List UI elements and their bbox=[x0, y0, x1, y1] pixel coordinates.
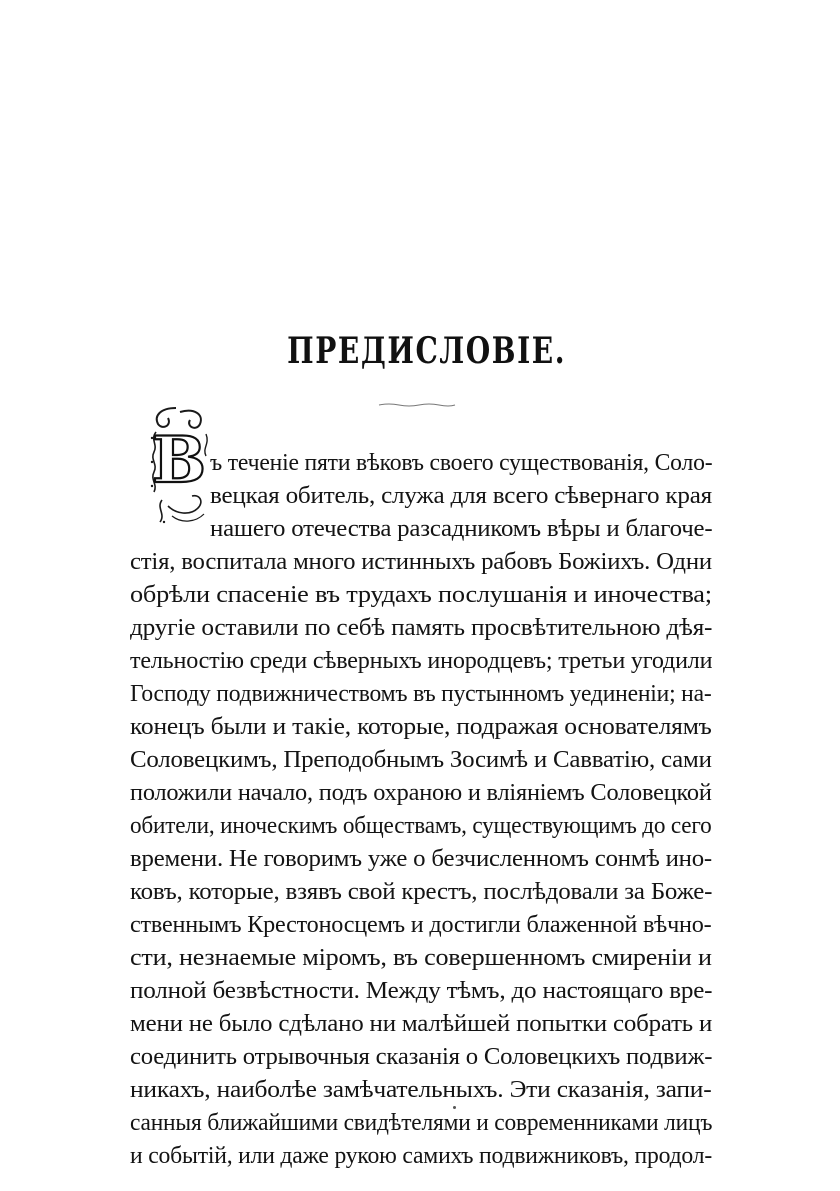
text-line: и событій, или даже рукою самихъ подвижниковъ, продол- bbox=[130, 1143, 713, 1169]
text-line: времени. Не говоримъ уже о безчисленномъ сонмѣ ино- bbox=[130, 846, 712, 872]
text-line: вецкая обитель, служа для всего сѣвернаго края bbox=[210, 483, 713, 509]
text-line: положили начало, подъ охраною и вліяніемъ Соловецкой bbox=[130, 780, 712, 806]
text-line: Соловецкимъ, Преподобнымъ Зосимѣ и Савватію, сами bbox=[130, 747, 712, 773]
text-line: мени не было сдѣлано ни малѣйшей попытки собрать и bbox=[130, 1011, 713, 1037]
text-line: полной безвѣстности. Между тѣмъ, до настоящаго вре- bbox=[130, 978, 713, 1004]
title-ornament-rule bbox=[377, 402, 457, 408]
ornamental-drop-cap bbox=[146, 404, 210, 526]
text-line: конецъ были и такіе, которые, подражая основателямъ bbox=[130, 714, 712, 740]
text-line: никахъ, наиболѣе замѣчательныхъ. Эти сказанія, запи- bbox=[130, 1077, 712, 1103]
text-line: санныя ближайшими свидѣтелями и современниками лицъ bbox=[130, 1110, 713, 1136]
text-line: ъ теченіе пяти вѣковъ своего существованія, Соло- bbox=[210, 450, 713, 476]
text-line: обрѣли спасеніе въ трудахъ послушанія и иночества; bbox=[130, 582, 712, 608]
text-line: стія, воспитала много истинныхъ рабовъ Божіихъ. Одни bbox=[130, 549, 712, 575]
text-line: ковъ, которые, взявъ свой крестъ, послѣдовали за Боже- bbox=[130, 879, 713, 905]
text-line: сти, незнаемые міромъ, въ совершенномъ смиреніи и bbox=[130, 945, 712, 971]
text-line: другіе оставили по себѣ память просвѣтительною дѣя- bbox=[130, 615, 713, 641]
text-line: Господу подвижничествомъ въ пустынномъ уединеніи; на- bbox=[130, 681, 712, 707]
text-line: тельностію среди сѣверныхъ инородцевъ; третьи угодили bbox=[130, 648, 713, 674]
text-line: соединить отрывочныя сказанія о Соловецкихъ подвиж- bbox=[130, 1044, 713, 1070]
print-speck bbox=[453, 1106, 456, 1109]
drop-cap-letter: В bbox=[151, 423, 207, 498]
page-title: ПРЕДИСЛОВІЕ. bbox=[287, 330, 567, 372]
text-line: обители, иноческимъ обществамъ, существующимъ до сего bbox=[130, 813, 712, 839]
text-line: нашего отечества разсадникомъ вѣры и благоче- bbox=[210, 516, 713, 542]
text-line: ственнымъ Крестоносцемъ и достигли блаженной вѣчно- bbox=[130, 912, 712, 938]
